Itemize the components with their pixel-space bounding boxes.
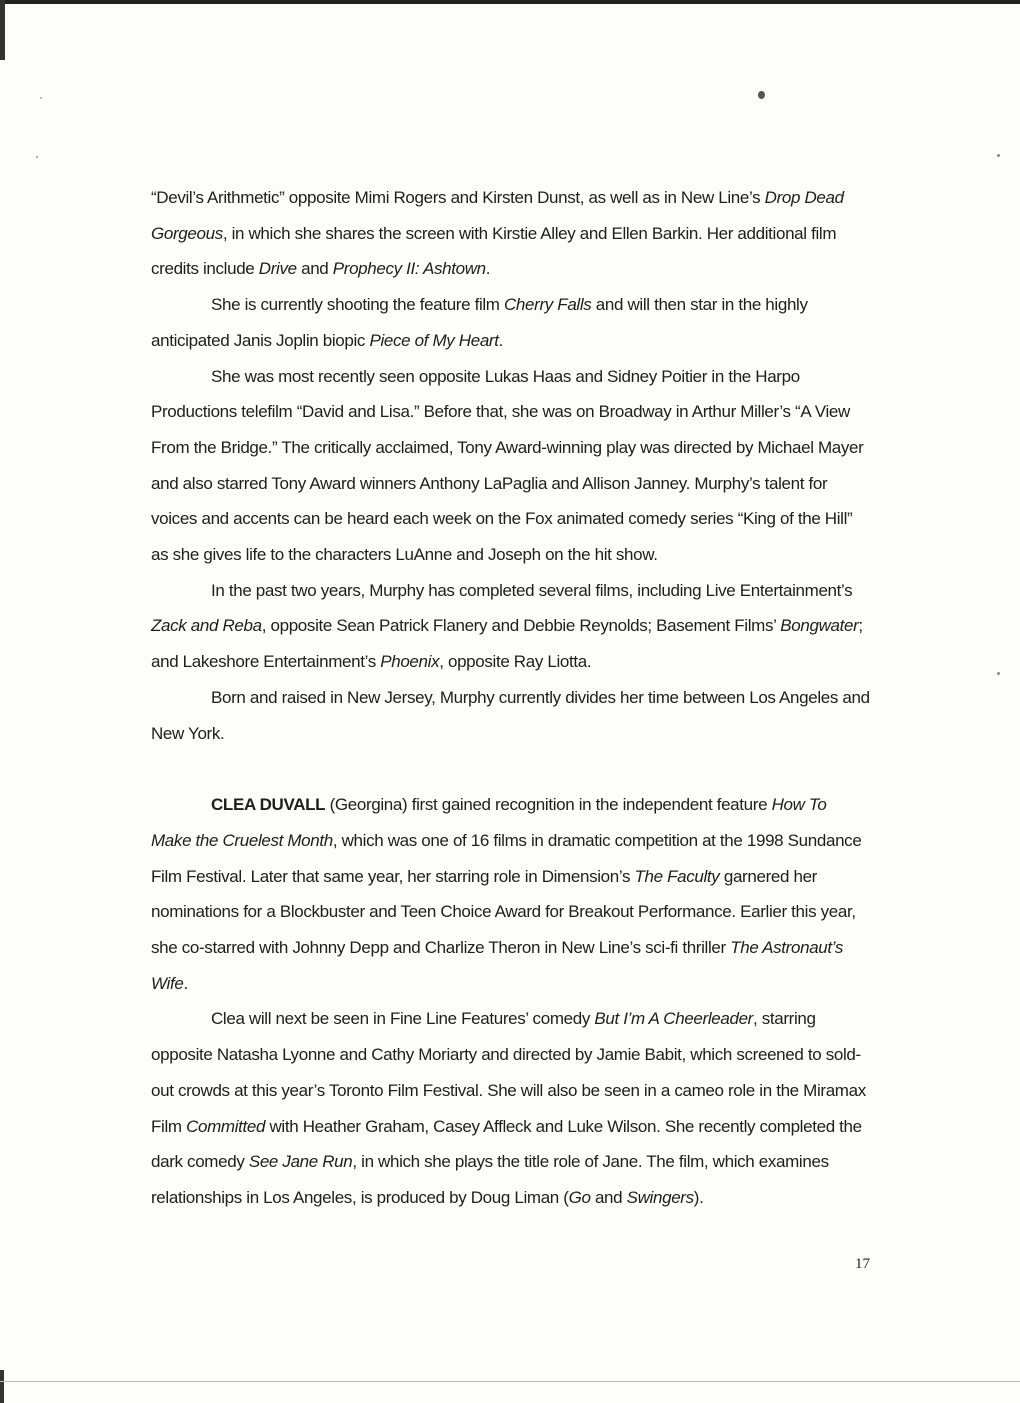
text-run: , starring opposite Natasha Lyonne and Cathy Moriarty and directed by Jamie Babit, which screened to sold-out crowds at this year’s Toronto Film Festival. She will also be seen in a cameo role in the Miramax Film [151,1009,866,1136]
page-number: 17 [855,1256,870,1272]
italic-title: Drop Dead Gorgeous [151,188,844,243]
italic-title: The Astronaut’s Wife [151,938,844,993]
paragraph [151,680,871,751]
text-run: , opposite Sean Patrick Flanery and Debbie Reynolds; Basement Films’ [261,616,781,636]
italic-title: How To Make the Cruelest Month [151,795,827,850]
scan-speck [997,154,1000,157]
scan-top-edge [0,0,1020,4]
text-run: with Heather Graham, Casey Affleck and Luke Wilson. She recently completed the dark comedy [151,1116,862,1172]
text-run: . [498,330,503,350]
scan-speck [40,97,42,99]
text-run: She is currently shooting the feature film [211,295,504,315]
text-run: , opposite Ray Liotta. [439,652,592,672]
text-run: , in which she shares the screen with Kirstie Alley and Ellen Barkin. Her additional film credits include [151,223,837,279]
text-run: She was most recently seen opposite Lukas Haas and Sidney Poitier in the Harpo Productions telefilm “David and Lisa.” Before that, she was on Broadway in Arthur Miller’s “A View From the Bridge.” The critically acclaimed, Tony Award-winning play was directed by Michael Mayer and also starred Tony Award winners Anthony LaPaglia and Allison Janney. Murphy’s talent for voices and accents can be heard each week on the Fox animated comedy series “King of the Hill” as she gives life to the characters LuAnne and Joseph on the hit show. [151,366,864,565]
text-run: garnered her nominations for a Blockbuster and Teen Choice Award for Breakout Performance. Earlier this year, she co-starred with Johnny Depp and Charlize Theron in New Line’s sci-fi thriller [151,866,856,958]
text-run: In the past two years, Murphy has completed several films, including Live Entertainment’s [211,580,853,600]
scan-left-edge-bottom [0,1370,4,1403]
paragraph [151,573,871,680]
text-run: Clea will next be seen in Fine Line Features’ comedy [211,1009,595,1029]
text-run: and will then star in the highly anticipated Janis Joplin biopic [151,295,808,350]
italic-title: Drive [258,259,297,279]
italic-title: Swingers [626,1187,694,1207]
text-run: Born and raised in New Jersey, Murphy currently divides her time between Los Angeles and New York. [151,687,870,743]
italic-title: Zack and Reba [151,616,262,636]
text-run: . [485,259,491,279]
paragraph [151,180,871,287]
scan-speck [36,156,38,158]
scan-speck [997,672,1000,675]
text-run: ; and Lakeshore Entertainment’s [151,616,863,672]
scan-speck [758,91,765,99]
text-run: . [183,973,188,993]
italic-title: The Faculty [634,866,720,886]
italic-title: Cherry Falls [504,295,592,315]
italic-title: But I’m A Cheerleader [594,1009,753,1029]
italic-title: Piece of My Heart [369,330,499,350]
paragraph-gap [151,751,871,787]
text-run: and [590,1187,627,1207]
paragraph [151,359,871,573]
italic-title: Phoenix [380,652,440,672]
paragraph [151,787,871,1001]
bold-text: CLEA DUVALL [211,795,326,815]
text-run: (Georgina) first gained recognition in the independent feature [325,795,772,815]
text-run: , which was one of 16 films in dramatic competition at the 1998 Sundance Film Festival. Later that same year, her starring role in Dimension’s [151,830,862,886]
paragraph [151,287,871,358]
text-run: ). [693,1187,704,1207]
scan-bottom-edge [0,1381,1020,1382]
scan-left-edge [0,0,5,60]
italic-title: See Jane Run [248,1152,353,1172]
text-run: , in which she plays the title role of Jane. The film, which examines relationships in Los Angeles, is produced by Doug Liman ( [151,1152,829,1207]
document-body [151,180,871,1216]
paragraph [151,1001,871,1215]
italic-title: Go [568,1187,591,1207]
text-run: and [296,259,333,279]
italic-title: Committed [186,1116,266,1136]
text-run: “Devil’s Arithmetic” opposite Mimi Rogers and Kirsten Dunst, as well as in New Line’s [151,188,765,207]
italic-title: Prophecy II: Ashtown [332,259,486,279]
italic-title: Bongwater [780,616,859,636]
